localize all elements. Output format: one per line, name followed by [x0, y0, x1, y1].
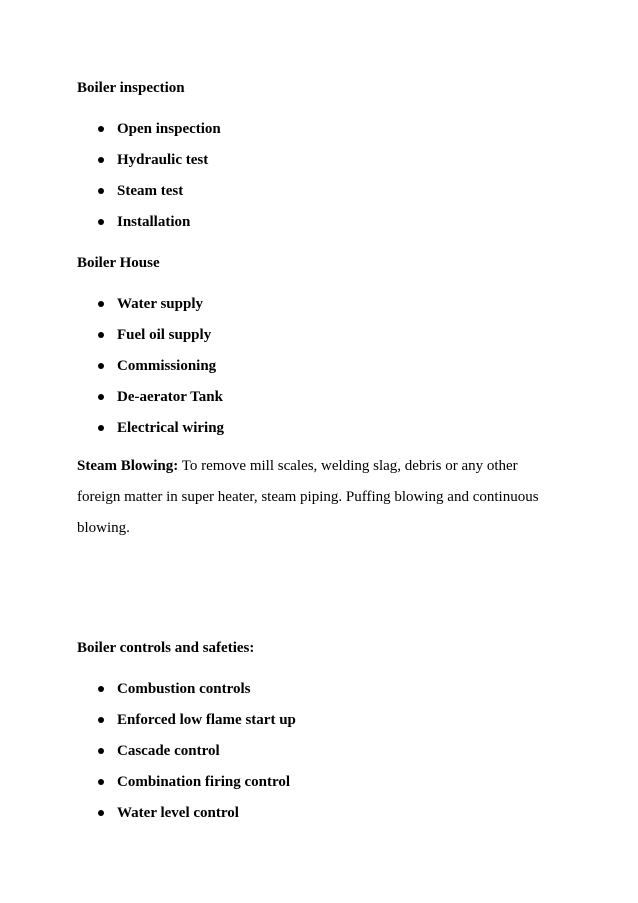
bullet-icon	[98, 157, 104, 163]
list-item: Commissioning	[98, 357, 224, 388]
section-heading-controls: Boiler controls and safeties:	[77, 640, 255, 656]
bullet-icon	[98, 686, 104, 692]
bullet-icon	[98, 301, 104, 307]
bullet-icon	[98, 425, 104, 431]
list-item: Steam test	[98, 182, 221, 213]
list-item: Combination firing control	[98, 773, 296, 804]
bullet-icon	[98, 332, 104, 338]
section-heading-boiler-inspection: Boiler inspection	[77, 80, 185, 96]
list-item: De-aerator Tank	[98, 388, 224, 419]
list-item: Electrical wiring	[98, 419, 224, 450]
list-item: Cascade control	[98, 742, 296, 773]
list-item: Fuel oil supply	[98, 326, 224, 357]
bullet-icon	[98, 188, 104, 194]
list-item: Enforced low flame start up	[98, 711, 296, 742]
list-item: Water supply	[98, 295, 224, 326]
boiler-house-list	[98, 295, 224, 450]
bullet-icon	[98, 810, 104, 816]
list-item: Water level control	[98, 804, 296, 835]
bullet-icon	[98, 219, 104, 225]
bullet-icon	[98, 717, 104, 723]
list-item: Open inspection	[98, 120, 221, 151]
list-item: Installation	[98, 213, 221, 244]
boiler-inspection-list	[98, 120, 221, 244]
section-heading-boiler-house: Boiler House	[77, 255, 160, 271]
bullet-icon	[98, 126, 104, 132]
list-item: Combustion controls	[98, 680, 296, 711]
bullet-icon	[98, 394, 104, 400]
bullet-icon	[98, 363, 104, 369]
steam-blowing-label: Steam Blowing:	[77, 458, 179, 474]
controls-list	[98, 680, 296, 835]
steam-blowing-paragraph	[77, 451, 547, 544]
steam-blowing-text: To remove mill scales, welding slag, debris or any other foreign matter in super heater, steam piping. Puffing blowing and continuous blowing.	[77, 458, 539, 536]
bullet-icon	[98, 779, 104, 785]
list-item: Hydraulic test	[98, 151, 221, 182]
bullet-icon	[98, 748, 104, 754]
